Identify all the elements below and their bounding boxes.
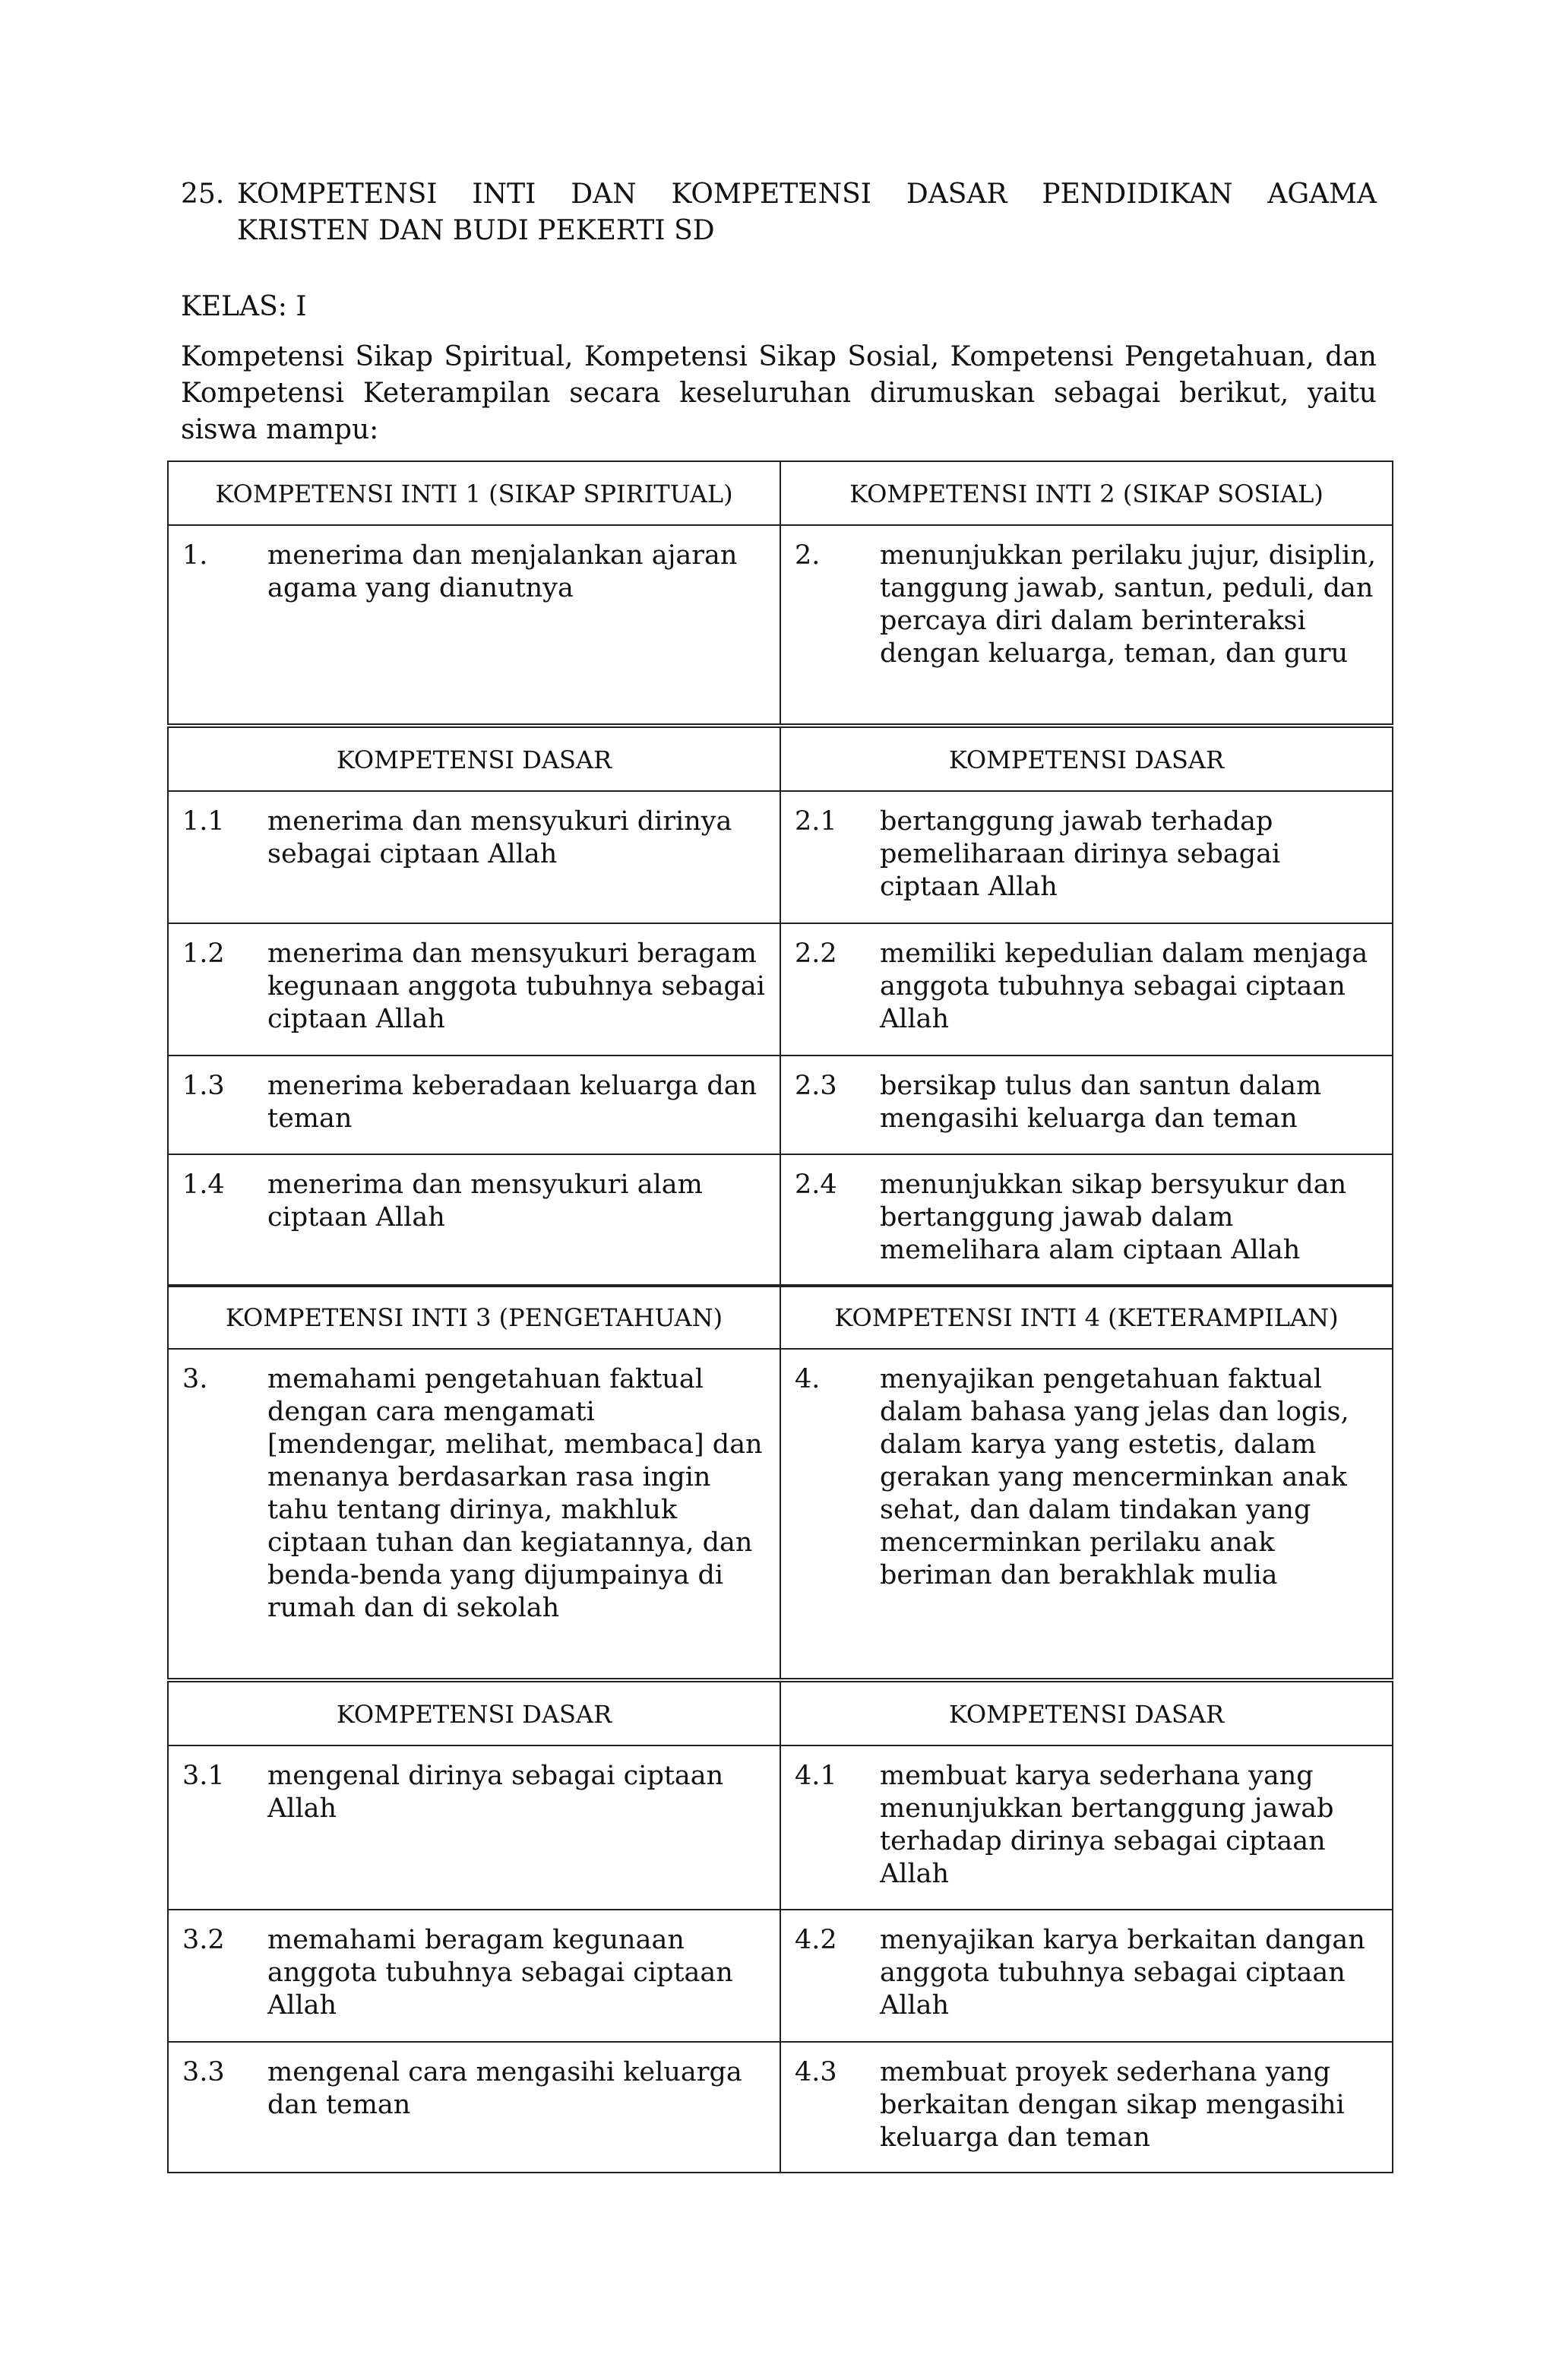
item-text: mengenal dirinya sebagai ciptaan Allah	[267, 1761, 724, 1824]
item-number: 4.2	[795, 1925, 837, 1955]
section-title-line-1: KOMPETENSI INTI DAN KOMPETENSI DASAR PENDIDIKAN AGAMA	[237, 179, 1377, 210]
table-cell	[780, 525, 1393, 724]
item-text: bertanggung jawab terhadap pemeliharaan dirinya sebagai ciptaan Allah	[880, 806, 1281, 902]
item-text: memahami beragam kegunaan anggota tubuhnya sebagai ciptaan Allah	[267, 1925, 733, 2021]
column-header: KOMPETENSI INTI 2 (SIKAP SOSIAL)	[780, 461, 1393, 525]
item-text: menerima keberadaan keluarga dan teman	[267, 1071, 757, 1134]
table-cell	[168, 1349, 780, 1679]
table-cell	[780, 791, 1393, 923]
item-number: 2.1	[795, 806, 837, 837]
item-text: menerima dan mensyukuri alam ciptaan Allah	[267, 1169, 703, 1233]
column-header: KOMPETENSI INTI 4 (KETERAMPILAN)	[780, 1285, 1393, 1349]
item-text: bersikap tulus dan santun dalam mengasihi keluarga dan teman	[880, 1071, 1322, 1134]
table-row	[168, 1349, 1393, 1679]
table-cell	[168, 2042, 780, 2173]
table-cell	[168, 1055, 780, 1154]
table-cell	[780, 1910, 1393, 2042]
section-title-line-2: KRISTEN DAN BUDI PEKERTI SD	[237, 215, 715, 246]
item-number: 3.3	[182, 2057, 225, 2087]
table-row	[168, 2042, 1393, 2173]
item-number: 2.4	[795, 1169, 837, 1200]
table-row	[168, 1910, 1393, 2042]
item-number: 1.1	[182, 806, 225, 837]
table-cell	[168, 923, 780, 1055]
item-text: menerima dan menjalankan ajaran agama yang dianutnya	[267, 540, 738, 603]
table-cell	[780, 1154, 1393, 1287]
table-cell	[780, 1349, 1393, 1679]
intro-paragraph: Kompetensi Sikap Spiritual, Kompetensi Sikap Sosial, Kompetensi Pengetahuan, dan Kompetensi Keterampilan secara keseluruhan dirumuskan sebagai berikut, yaitu siswa mampu:	[181, 341, 1377, 445]
table-cell	[168, 1745, 780, 1910]
column-header: KOMPETENSI DASAR	[780, 1682, 1393, 1745]
column-header: KOMPETENSI INTI 3 (PENGETAHUAN)	[168, 1285, 780, 1349]
item-text: memahami pengetahuan faktual dengan cara mengamati [mendengar, melihat, membaca] dan menanya berdasarkan rasa ingin tahu tentang dirinya, makhluk ciptaan tuhan dan kegiatannya, dan benda-benda yang dijumpainya di rumah dan di sekolah	[267, 1364, 763, 1623]
item-text: memiliki kepedulian dalam menjaga anggota tubuhnya sebagai ciptaan Allah	[880, 938, 1368, 1034]
basic-competency-3-4-table	[167, 1681, 1393, 2173]
basic-competency-1-2-table	[167, 726, 1393, 1287]
core-competency-3-4-table	[167, 1284, 1393, 1679]
table-cell	[780, 923, 1393, 1055]
item-number: 3.	[182, 1364, 208, 1394]
item-number: 3.1	[182, 1761, 225, 1791]
class-label: KELAS: I	[181, 291, 307, 322]
item-number: 1.4	[182, 1169, 225, 1200]
column-header: KOMPETENSI DASAR	[168, 727, 780, 791]
column-header: KOMPETENSI INTI 1 (SIKAP SPIRITUAL)	[168, 461, 780, 525]
table-cell	[168, 525, 780, 724]
table-row	[168, 923, 1393, 1055]
table-cell	[168, 1154, 780, 1287]
column-header: KOMPETENSI DASAR	[780, 727, 1393, 791]
table-row	[168, 525, 1393, 724]
item-text: menyajikan karya berkaitan dangan anggota tubuhnya sebagai ciptaan Allah	[880, 1925, 1365, 2021]
item-text: membuat proyek sederhana yang berkaitan dengan sikap mengasihi keluarga dan teman	[880, 2057, 1345, 2153]
table-row	[168, 1745, 1393, 1910]
item-number: 1.2	[182, 938, 225, 969]
item-text: menunjukkan sikap bersyukur dan bertanggung jawab dalam memelihara alam ciptaan Allah	[880, 1169, 1347, 1265]
item-number: 2.	[795, 540, 821, 571]
table-cell	[780, 2042, 1393, 2173]
item-number: 4.3	[795, 2057, 837, 2087]
item-text: menerima dan mensyukuri dirinya sebagai ciptaan Allah	[267, 806, 732, 869]
section-number: 25.	[181, 179, 225, 210]
item-text: menerima dan mensyukuri beragam kegunaan anggota tubuhnya sebagai ciptaan Allah	[267, 938, 765, 1034]
column-header: KOMPETENSI DASAR	[168, 1682, 780, 1745]
item-number: 1.	[182, 540, 208, 571]
item-number: 4.	[795, 1364, 821, 1394]
item-text: menunjukkan perilaku jujur, disiplin, tanggung jawab, santun, peduli, dan percaya diri dalam berinteraksi dengan keluarga, teman, dan guru	[880, 540, 1376, 669]
item-number: 4.1	[795, 1761, 837, 1791]
item-text: menyajikan pengetahuan faktual dalam bahasa yang jelas dan logis, dalam karya yang estetis, dalam gerakan yang mencerminkan anak sehat, dan dalam tindakan yang mencerminkan perilaku anak beriman dan berakhlak mulia	[880, 1364, 1349, 1590]
table-cell	[780, 1745, 1393, 1910]
item-number: 2.3	[795, 1071, 837, 1101]
core-competency-1-2-table	[167, 460, 1393, 725]
table-cell	[780, 1055, 1393, 1154]
table-cell	[168, 1910, 780, 2042]
table-row	[168, 791, 1393, 923]
item-number: 2.2	[795, 938, 837, 969]
item-number: 1.3	[182, 1071, 225, 1101]
table-cell	[168, 791, 780, 923]
table-row	[168, 1154, 1393, 1287]
item-number: 3.2	[182, 1925, 225, 1955]
item-text: membuat karya sederhana yang menunjukkan bertanggung jawab terhadap dirinya sebagai ciptaan Allah	[880, 1761, 1334, 1889]
item-text: mengenal cara mengasihi keluarga dan teman	[267, 2057, 742, 2120]
table-row	[168, 1055, 1393, 1154]
